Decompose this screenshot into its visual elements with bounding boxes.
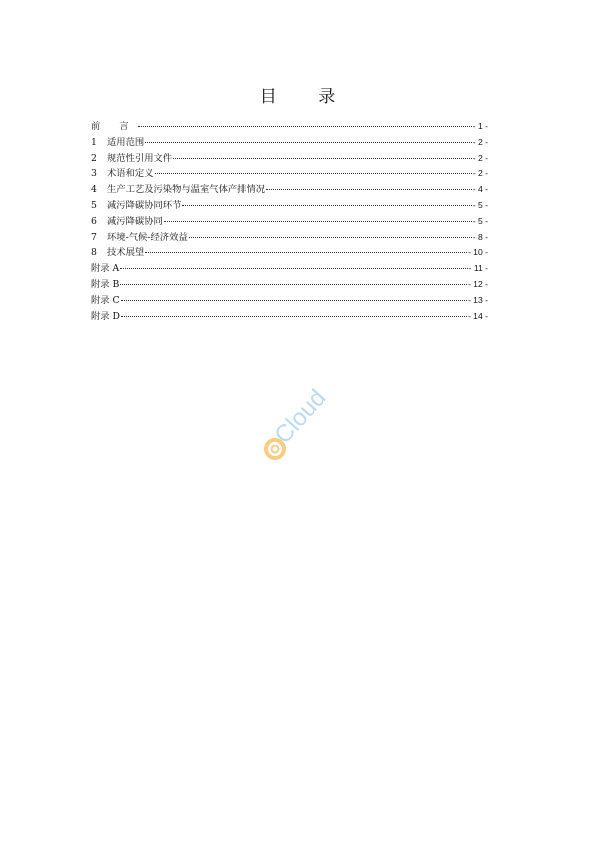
toc-leader [121,316,467,317]
toc-entry-page: - 2 - [472,152,488,163]
toc-entry[interactable] [91,293,488,309]
toc-entry-page: - 12 - [467,278,488,289]
watermark-text: Cloud [269,384,332,450]
toc-entry-number: 8 [91,247,97,259]
toc-entry[interactable] [91,245,488,261]
toc-entry-page: - 5 - [472,199,488,210]
toc-entry[interactable] [91,309,488,325]
page-title: 目 录 [259,87,354,107]
toc-entry-label: 附录 B [91,278,120,290]
toc-entry[interactable] [91,261,488,277]
toc-entry-label: 减污降碳协同 [107,215,163,227]
toc-entry-number: 5 [91,199,97,211]
toc-entry[interactable] [91,198,488,214]
toc-entry[interactable] [91,151,488,167]
toc-entry-label: 附录 C [91,294,120,306]
toc-entry-page: - 13 - [467,294,488,305]
toc-leader [155,173,472,174]
toc-entry-label: 生产工艺及污染物与温室气体产排情况 [107,184,266,196]
toc-entry[interactable] [91,230,488,246]
toc-leader [173,158,472,159]
toc-leader [164,221,472,222]
toc-entry-label: 减污降碳协同环节 [107,199,182,211]
toc-entry-page: - 1 - [472,121,488,131]
toc-entry-label: 附录 D [91,310,121,322]
toc-entry-page: - 5 - [472,215,488,226]
toc-leader [189,237,472,238]
toc-entry-number: 3 [91,168,97,180]
toc-leader [138,126,472,127]
toc-entry-label: 适用范围 [107,136,145,148]
toc-entry-label: 附录 A [91,263,120,275]
toc-entry-page: - 10 - [467,247,488,258]
toc-entry-page: - 8 - [472,231,488,242]
toc-entry[interactable] [91,135,488,151]
toc-entry-label: 规范性引用文件 [107,152,173,164]
toc-entry-number: 1 [91,136,97,148]
toc-leader [145,142,472,143]
toc-entry-page: - 14 - [467,310,488,321]
cloud-watermark-logo [255,375,355,475]
toc-entry-number: 4 [91,184,97,196]
table-of-contents [91,119,488,324]
toc-leader [182,205,471,206]
toc-entry[interactable] [91,214,488,230]
toc-entry-label: 环境-气候-经济效益 [107,231,188,243]
toc-entry-page: - 11 - [468,263,488,274]
toc-entry[interactable] [91,166,488,182]
toc-entry-label: 前 言 [91,121,137,132]
toc-leader [121,300,467,301]
toc-leader [145,252,467,253]
toc-leader [266,189,472,190]
toc-leader [120,284,467,285]
toc-entry[interactable] [91,182,488,198]
toc-entry[interactable] [91,277,488,293]
toc-leader [120,268,467,269]
toc-entry-page: - 2 - [472,136,488,147]
toc-entry-label: 技术展望 [107,247,145,259]
toc-entry-number: 2 [91,152,97,164]
toc-entry-number: 7 [91,231,97,243]
toc-entry-page: - 4 - [472,184,488,195]
toc-entry-page: - 2 - [472,168,488,179]
toc-entry-number: 6 [91,215,97,227]
toc-entry[interactable] [91,119,488,135]
toc-entry-label: 术语和定义 [107,168,154,180]
